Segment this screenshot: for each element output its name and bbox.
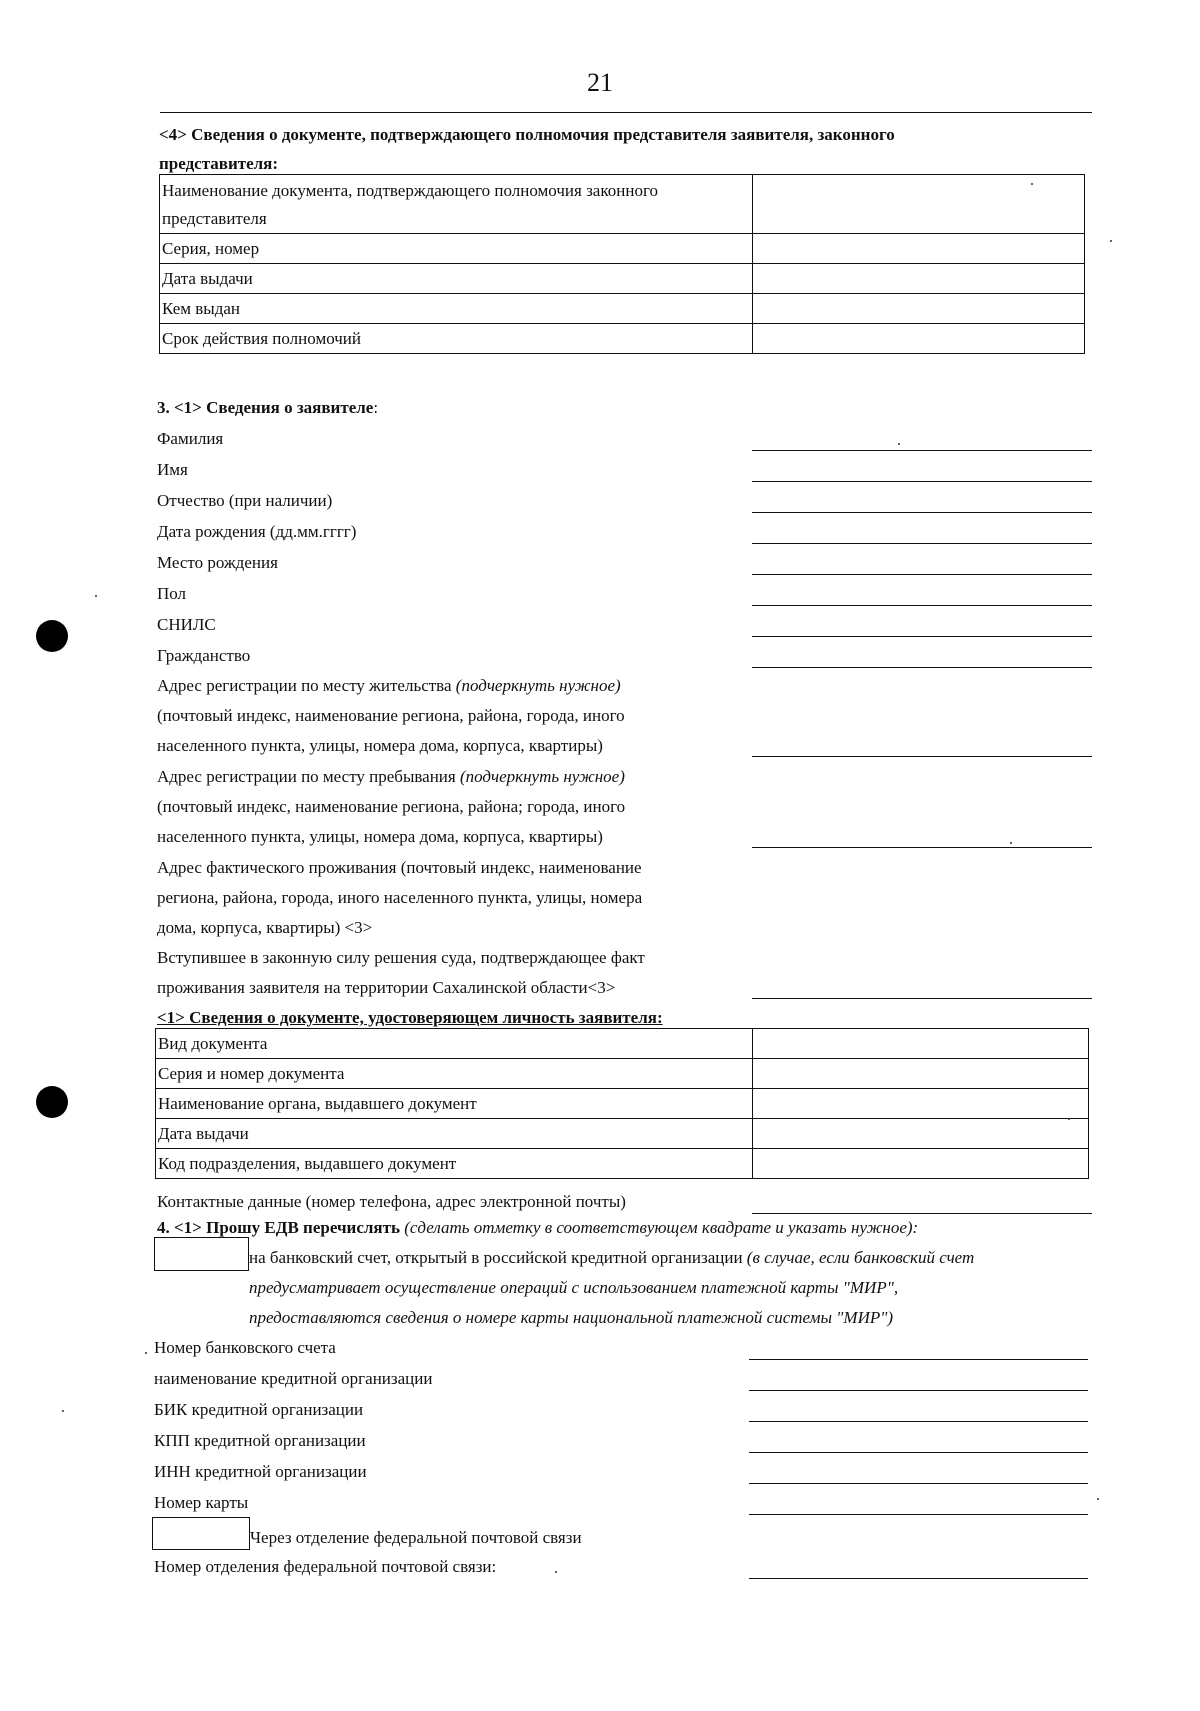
scan-speck (95, 595, 97, 597)
field-row-snils (157, 607, 1092, 637)
doc-name-value[interactable] (753, 175, 1085, 234)
table-row (156, 1029, 1089, 1059)
identity-doc-table (155, 1028, 1089, 1179)
doc-name-label-line1: Наименование документа, подтверждающего полномочия законного (162, 181, 658, 200)
bik-label: БИК кредитной организации (154, 1400, 364, 1419)
field-row-citizenship (157, 638, 1092, 668)
kpp-input[interactable] (749, 1452, 1088, 1453)
field-row-bik (154, 1392, 1088, 1422)
patronymic-label: Отчество (при наличии) (157, 491, 333, 510)
id-issue-date-value[interactable] (753, 1119, 1089, 1149)
bank-option-label: на банковский счет, открытый в российской кредитной организации (249, 1248, 743, 1267)
scan-speck (555, 1571, 557, 1573)
court-decision-line1: Вступившее в законную силу решения суда, подтверждающее факт (157, 948, 645, 967)
table-row (156, 1119, 1089, 1149)
table-row (160, 324, 1085, 354)
registration-address-line2: (почтовый индекс, наименование региона, района, города, иного (157, 706, 625, 725)
bank-option-hint2: предусматривает осуществление операций с использованием платежной карты "МИР", (249, 1278, 899, 1297)
registration-address-text: Адрес регистрации по месту жительства (157, 676, 452, 695)
series-number-value[interactable] (753, 234, 1085, 264)
stay-address-line2: (почтовый индекс, наименование региона, района; города, иного (157, 797, 626, 816)
bank-name-label: наименование кредитной организации (154, 1369, 433, 1388)
court-decision-line2: проживания заявителя на территории Сахалинской области<3> (157, 978, 616, 997)
kpp-label: КПП кредитной организации (154, 1431, 366, 1450)
field-row-card-number (154, 1485, 1088, 1515)
snils-label: СНИЛС (157, 615, 216, 634)
representative-doc-heading: <4> Сведения о документе, подтверждающего полномочия представителя заявителя, законного (159, 125, 895, 144)
scan-speck (898, 443, 900, 445)
field-row-birthplace (157, 545, 1092, 575)
applicant-heading-text: 3. <1> Сведения о заявителе (157, 398, 374, 417)
field-row-birthdate (157, 514, 1092, 544)
name-input[interactable] (752, 481, 1092, 482)
registration-address-input[interactable] (752, 756, 1092, 757)
binder-hole-mark (36, 620, 68, 652)
sex-label: Пол (157, 584, 187, 603)
account-number-label: Номер банковского счета (154, 1338, 336, 1357)
payment-heading-text: 4. <1> Прошу ЕДВ перечислять (157, 1218, 400, 1237)
series-number-label: Серия, номер (160, 234, 753, 264)
bank-name-input[interactable] (749, 1390, 1088, 1391)
scan-speck (1097, 1498, 1099, 1500)
sex-input[interactable] (752, 605, 1092, 606)
scan-speck (1031, 183, 1033, 185)
authority-term-value[interactable] (753, 324, 1085, 354)
issuing-authority-label: Наименование органа, выдавшего документ (156, 1089, 753, 1119)
citizenship-input[interactable] (752, 667, 1092, 668)
surname-label: Фамилия (157, 429, 224, 448)
actual-address-line1: Адрес фактического проживания (почтовый индекс, наименование (157, 858, 642, 877)
doc-type-value[interactable] (753, 1029, 1089, 1059)
id-issue-date-label: Дата выдачи (156, 1119, 753, 1149)
account-number-input[interactable] (749, 1359, 1088, 1360)
citizenship-label: Гражданство (157, 646, 251, 665)
authority-term-label: Срок действия полномочий (160, 324, 753, 354)
issued-by-label: Кем выдан (160, 294, 753, 324)
doc-name-label-line2: представителя (162, 209, 267, 228)
inn-label: ИНН кредитной организации (154, 1462, 367, 1481)
post-office-input[interactable] (749, 1578, 1088, 1579)
actual-address-line3: дома, корпуса, квартиры) <3> (157, 918, 373, 937)
registration-address-hint: (подчеркнуть нужное) (455, 676, 621, 695)
patronymic-input[interactable] (752, 512, 1092, 513)
table-row (156, 1089, 1089, 1119)
division-code-value[interactable] (753, 1149, 1089, 1179)
table-row (156, 1059, 1089, 1089)
issuing-authority-value[interactable] (753, 1089, 1089, 1119)
contacts-input[interactable] (752, 1213, 1092, 1214)
payment-heading (157, 1218, 918, 1238)
field-row-post-office (154, 1549, 1088, 1579)
actual-address-line2: региона, района, города, иного населенного пункта, улицы, номера (157, 888, 643, 907)
scan-speck (1010, 842, 1012, 844)
stay-address-line3: населенного пункта, улицы, номера дома, корпуса, квартиры) (157, 827, 603, 846)
applicant-heading (157, 398, 378, 418)
table-row (156, 1149, 1089, 1179)
doc-name-label (160, 175, 753, 234)
surname-input[interactable] (752, 450, 1092, 451)
representative-doc-heading-cont: представителя: (159, 154, 279, 173)
birthplace-input[interactable] (752, 574, 1092, 575)
page-number: 21 (587, 68, 613, 97)
table-row (160, 264, 1085, 294)
birthdate-input[interactable] (752, 543, 1092, 544)
table-row (160, 234, 1085, 264)
field-row-name (157, 452, 1092, 482)
birthdate-label: Дата рождения (дд.мм.гггг) (157, 522, 357, 541)
field-row-sex (157, 576, 1092, 606)
field-row-inn (154, 1454, 1088, 1484)
inn-input[interactable] (749, 1483, 1088, 1484)
field-row-patronymic (157, 483, 1092, 513)
applicant-heading-colon: : (373, 398, 379, 417)
payment-heading-hint: (сделать отметку в соответствующем квадрате и указать нужное): (404, 1218, 919, 1237)
field-row-contacts (157, 1184, 1092, 1214)
doc-series-value[interactable] (753, 1059, 1089, 1089)
binder-hole-mark (36, 1086, 68, 1118)
scan-speck (1068, 1118, 1070, 1120)
issue-date-value[interactable] (753, 264, 1085, 294)
bank-option-line1 (249, 1248, 974, 1268)
stay-address-input[interactable] (752, 847, 1092, 848)
card-number-label: Номер карты (154, 1493, 249, 1512)
field-row-bank-name (154, 1361, 1088, 1391)
scan-speck (62, 1410, 64, 1412)
post-office-checkbox[interactable] (152, 1517, 250, 1550)
stay-address-label (157, 767, 625, 787)
division-code-label: Код подразделения, выдавшего документ (156, 1149, 753, 1179)
bank-option-hint3: предоставляются сведения о номере карты национальной платежной системы "МИР") (249, 1308, 894, 1327)
post-option-label: Через отделение федеральной почтовой связи (250, 1528, 582, 1547)
field-row-surname (157, 421, 1092, 451)
representative-doc-table (159, 174, 1085, 354)
snils-input[interactable] (752, 636, 1092, 637)
court-decision-input[interactable] (752, 998, 1092, 999)
bank-option-hint1: (в случае, если банковский счет (746, 1248, 975, 1267)
scan-speck (145, 1352, 147, 1354)
name-label: Имя (157, 460, 188, 479)
field-row-kpp (154, 1423, 1088, 1453)
table-row (160, 294, 1085, 324)
registration-address-label (157, 676, 621, 696)
issue-date-label: Дата выдачи (160, 264, 753, 294)
card-number-input[interactable] (749, 1514, 1088, 1515)
birthplace-label: Место рождения (157, 553, 278, 572)
scan-speck (1110, 240, 1112, 242)
identity-doc-heading: <1> Сведения о документе, удостоверяющем личность заявителя: (157, 1008, 663, 1027)
doc-type-label: Вид документа (156, 1029, 753, 1059)
issued-by-value[interactable] (753, 294, 1085, 324)
registration-address-line3: населенного пункта, улицы, номера дома, корпуса, квартиры) (157, 736, 603, 755)
doc-series-label: Серия и номер документа (156, 1059, 753, 1089)
header-rule (160, 112, 1092, 113)
bank-account-checkbox[interactable] (154, 1237, 249, 1271)
post-office-label: Номер отделения федеральной почтовой связи: (154, 1557, 497, 1576)
stay-address-text: Адрес регистрации по месту пребывания (157, 767, 456, 786)
bik-input[interactable] (749, 1421, 1088, 1422)
field-row-account-number (154, 1330, 1088, 1360)
stay-address-hint: (подчеркнуть нужное) (459, 767, 625, 786)
table-row (160, 175, 1085, 234)
contacts-label: Контактные данные (номер телефона, адрес электронной почты) (157, 1192, 626, 1211)
